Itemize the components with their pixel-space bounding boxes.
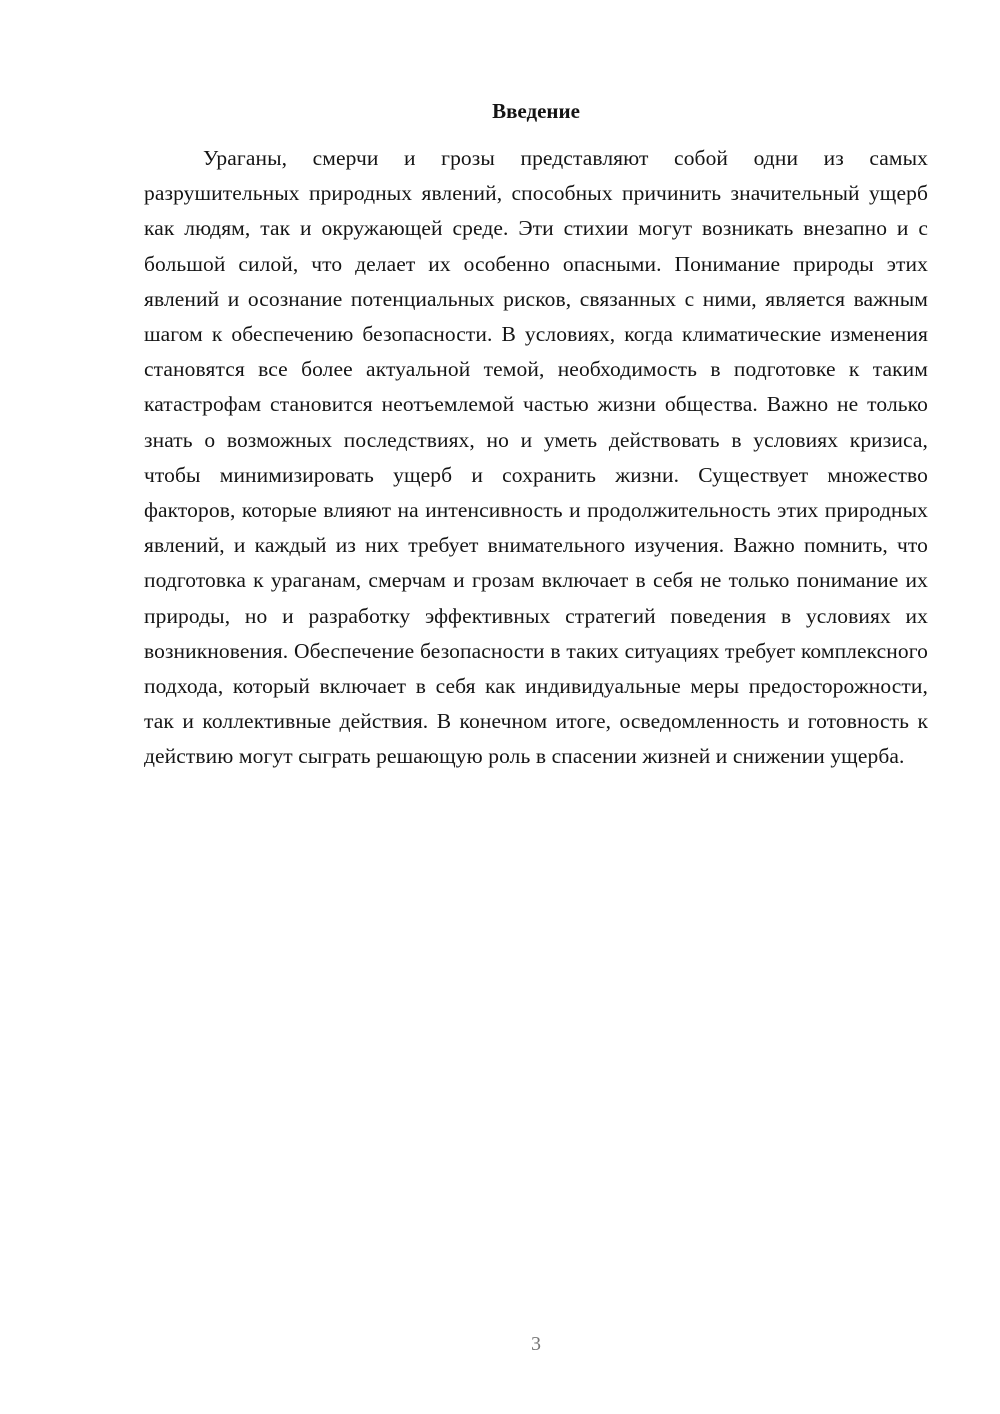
page-number: 3 xyxy=(531,1333,541,1355)
section-heading: Введение xyxy=(492,99,580,123)
body-paragraph: Ураганы, смерчи и грозы представляют собой одни из самых разрушительных природных явлений, способных причинить значительный ущерб как людям, так и окружающей среде. Эти стихии могут возникать внезапно и с большой силой, что делает их особенно опасными. Понимание природы этих явлений и осознание потенциальных рисков, связанных с ними, является важным шагом к обеспечению безопасности. В условиях, когда климатические изменения становятся все более актуальной темой, необходимость в подготовке к таким катастрофам становится неотъемлемой частью жизни общества. Важно не только знать о возможных последствиях, но и уметь действовать в условиях кризиса, чтобы минимизировать ущерб и сохранить жизни. Существует множество факторов, которые влияют на интенсивность и продолжительность этих природных явлений, и каждый из них требует внимательного изучения. Важно помнить, что подготовка к ураганам, смерчам и грозам включает в себя не только понимание их природы, но и разработку эффективных стратегий поведения в условиях их возникновения. Обеспечение безопасности в таких ситуациях требует комплексного подхода, который включает в себя как индивидуальные меры предосторожности, так и коллективные действия. В конечном итоге, осведомленность и готовность к действию могут сыграть решающую роль в спасении жизней и снижении ущерба. xyxy=(144,146,928,769)
